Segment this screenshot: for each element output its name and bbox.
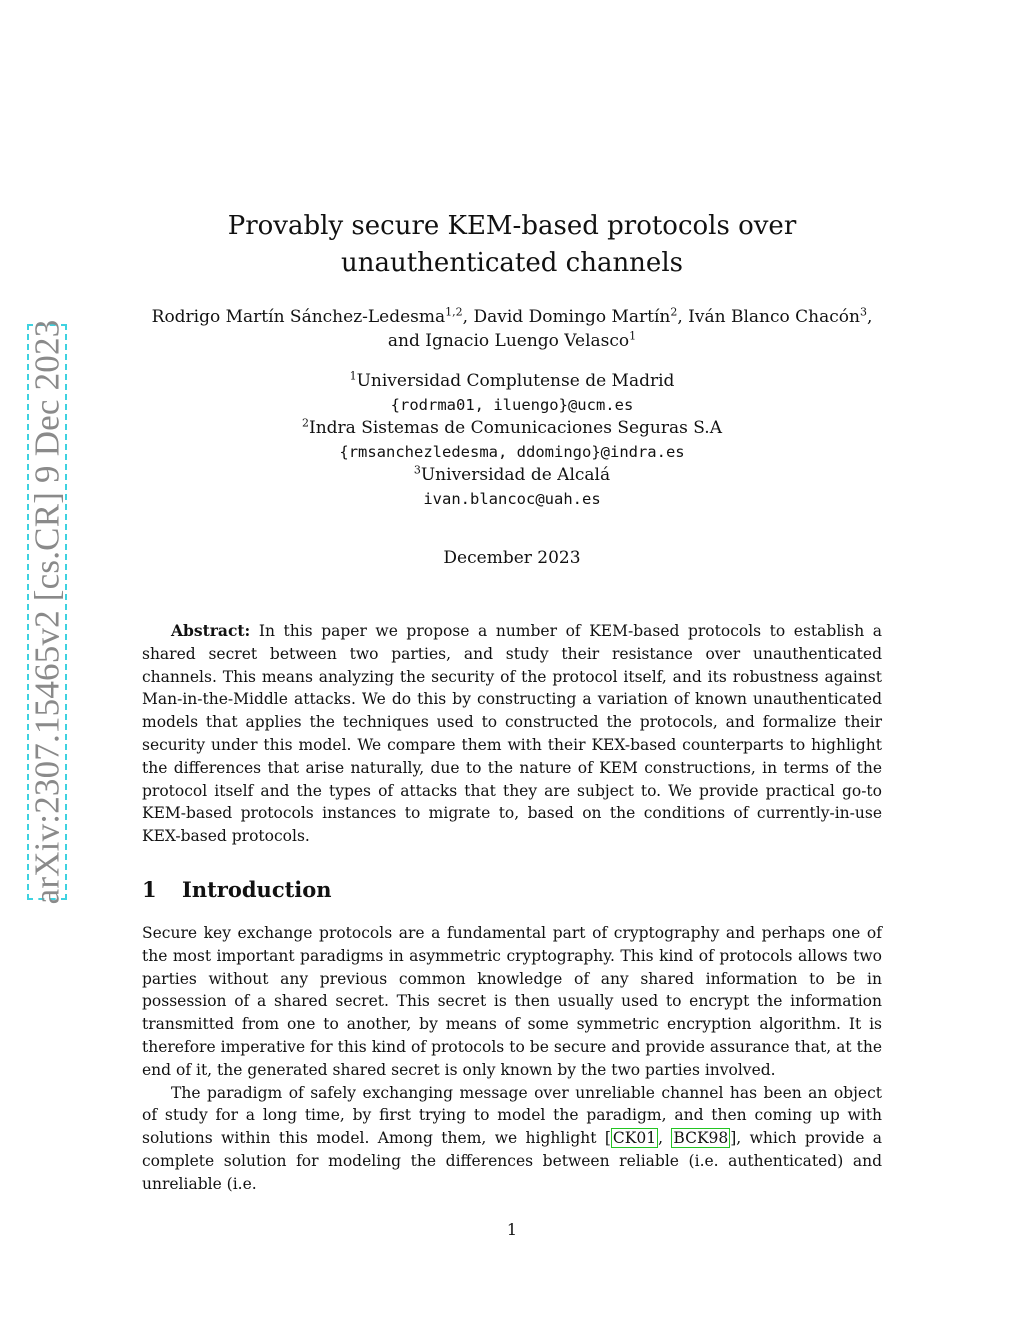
affiliation-email: {rmsanchezledesma, ddomingo}@indra.es [339,442,685,461]
affiliation-email: {rodrma01, iluengo}@ucm.es [390,395,634,414]
page-number: 1 [506,1220,518,1239]
author-list: Rodrigo Martín Sánchez-Ledesma$^{1,2}$, David Domingo Martín$^2$, Iván Blanco Chacón$^3$, and Ignacio Luengo Velasco$^1$ [151,305,873,351]
section-title: Introduction [182,877,332,902]
paragraph: Secure key exchange protocols are a fundamental part of cryptography and perhaps one of the most important paradigms in asymmetric cryptography. This kind of protocols allows two parties without any previous common knowledge of any shared information to be in possession of a shared secret. This secret is then usually used to encrypt the information transmitted from one to another, by means of some symmetric encryption algorithm. It is therefore imperative for this kind of protocols to be secure and provide assurance that, at the end of it, the generated shared secret is only known by the two parties involved. [142,924,882,1079]
abstract [142,620,882,848]
section-number: 1 [142,877,157,902]
abstract-label: Abstract: [171,621,251,640]
abstract-text: In this paper we propose a number of KEM-based protocols to establish a shared secret between two parties, and study their resistance over unauthenticated channels. This means analyzing the security of the protocol itself, and its robustness against Man-in-the-Middle attacks. We do this by constructing a variation of known unauthenticated models that applies the techniques used to constructed the protocols, and formalize their security under this model. We compare them with their KEX-based counterparts to highlight the differences that arise naturally, due to the nature of KEM constructions, in terms of the protocol itself and the types of attacks that they are subject to. We provide practical go-to KEM-based protocols instances to migrate to, based on the conditions of currently-in-use KEX-based protocols. [142,622,882,846]
author-affil-sup: 1 [629,329,637,343]
author-affil-sup: 1,2 [445,305,463,319]
citation-link[interactable]: CK01 [612,1129,657,1148]
paper-date: December 2023 [443,548,581,568]
affiliation-name: $^1$Universidad Complutense de Madrid [349,369,675,391]
section-heading [142,876,332,904]
author-name: Iván Blanco Chacón [688,307,860,327]
section-body [142,922,882,1196]
author-name: and Ignacio Luengo Velasco [387,331,630,351]
citation-link[interactable]: BCK98 [673,1129,729,1148]
affiliation-name: $^2$Indra Sistemas de Comunicaciones Seguras S.A [302,416,722,438]
affiliation-email: ivan.blancoc@uah.es [423,489,601,508]
author-name: Rodrigo Martín Sánchez-Ledesma [151,307,446,327]
author-affil-sup: 2 [670,305,678,319]
arxiv-identifier-text: arXiv:2307.15465v2 [cs.CR] 9 Dec 2023 [27,319,67,905]
paper-title: Provably secure KEM-based protocols over unauthenticated channels [227,211,797,278]
affiliation-name: $^3$Universidad de Alcalá [413,463,611,485]
paragraph: The paradigm of safely exchanging message over unreliable channel has been an object of study for a long time, by first trying to model the paradigm, and then coming up with solutions within this model. Among them, we highlight [ CK01 , BCK98 ], which provide a complete solution for modeling the differences between reliable (i.e. authenticated) and unreliable (i.e. [142,1083,883,1193]
affiliation-list [140,370,884,511]
author-name: David Domingo Martín [473,307,671,327]
arxiv-identifier-stamp [27,319,67,905]
author-affil-sup: 3 [859,305,867,319]
